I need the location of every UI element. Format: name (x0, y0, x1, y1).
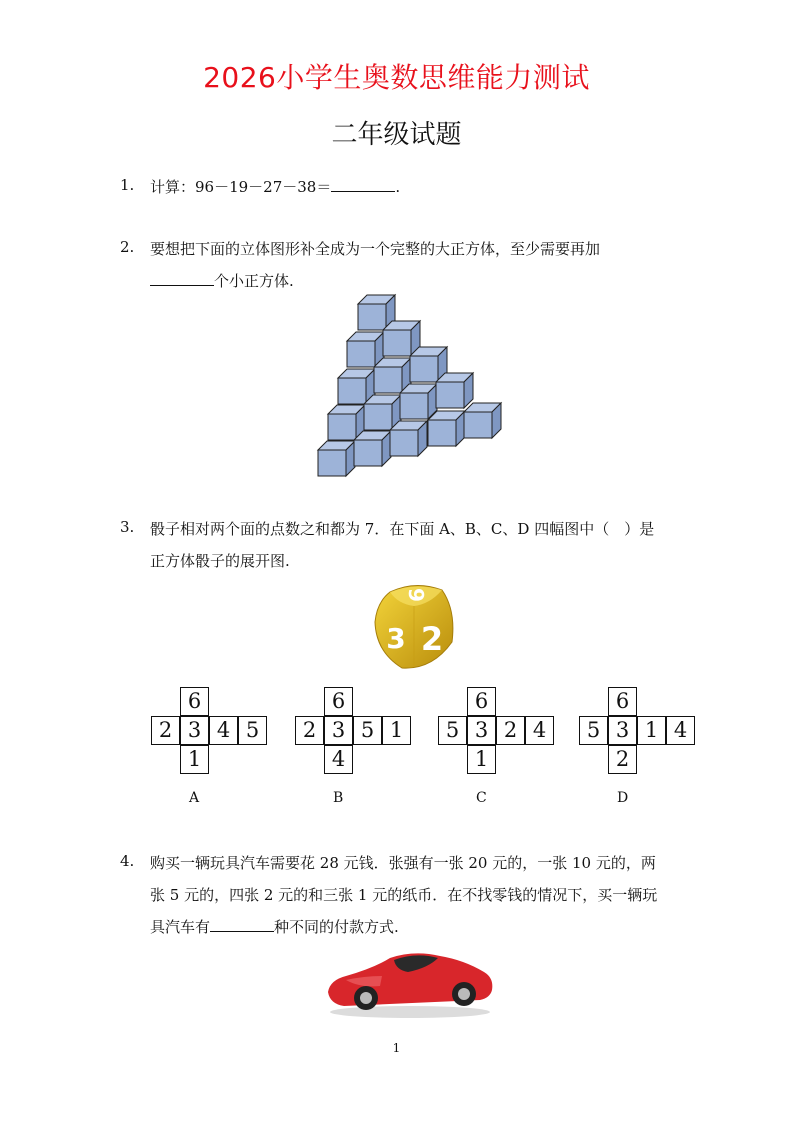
net-label-C: C (476, 790, 487, 806)
net-D-cell-row: 3 (608, 716, 637, 745)
net-D-cell-row: 1 (637, 716, 666, 745)
small-cube (400, 384, 437, 419)
small-cube (318, 441, 355, 476)
net-B-cell-row: 2 (295, 716, 324, 745)
small-cube (428, 411, 465, 446)
question-1-line-1: 计算：96－19－27－38＝ (150, 178, 332, 196)
net-A-cell-row: 5 (238, 716, 267, 745)
net-C-cell-row: 3 (467, 716, 496, 745)
net-C-cell-row: 2 (496, 716, 525, 745)
dice-image (370, 580, 460, 675)
question-2-number: 2. (120, 238, 135, 256)
net-D-cell-bottom: 2 (608, 745, 637, 774)
question-4-line-1: 购买一辆玩具汽车需要花 28 元钱．张强有一张 20 元的，一张 10 元的，两 (150, 854, 656, 872)
answer-blank (210, 917, 274, 932)
net-A-cell-top: 6 (180, 687, 209, 716)
question-4-line-3a: 具汽车有 (150, 918, 211, 936)
net-label-B: B (333, 790, 344, 806)
question-1-line-2: . (395, 178, 401, 196)
dice-face-2: 2 (420, 620, 444, 658)
small-cube (436, 373, 473, 408)
small-cube (390, 421, 427, 456)
net-label-D: D (617, 790, 629, 806)
page-subtitle: 二年级试题 (331, 120, 462, 150)
net-B-cell-row: 1 (382, 716, 411, 745)
question-3-number: 3. (120, 518, 135, 536)
net-C-cell-row: 5 (438, 716, 467, 745)
net-C-cell-row: 4 (525, 716, 554, 745)
small-cube (347, 332, 384, 367)
dice-face-9: 9 (404, 588, 428, 602)
question-4-line-3b: 种不同的付款方式. (274, 918, 399, 936)
small-cube (464, 403, 501, 438)
net-A-cell-row: 3 (180, 716, 209, 745)
net-B-cell-top: 6 (324, 687, 353, 716)
question-2-line-2: 个小正方体. (214, 272, 294, 290)
net-B-cell-row: 3 (324, 716, 353, 745)
small-cube (383, 321, 420, 356)
net-D-cell-top: 6 (608, 687, 637, 716)
question-4-line-3 (150, 916, 399, 937)
net-B-cell-row: 5 (353, 716, 382, 745)
dice-face-3: 3 (386, 622, 406, 655)
net-C-cell-top: 6 (467, 687, 496, 716)
question-4-line-2: 张 5 元的，四张 2 元的和三张 1 元的纸币．在不找零钱的情况下，买一辆玩 (150, 886, 658, 904)
net-B-cell-bottom: 4 (324, 745, 353, 774)
toy-car-image (324, 946, 496, 1022)
small-cube (354, 431, 391, 466)
question-3-line-1: 骰子相对两个面的点数之和都为 7．在下面 A、B、C、D 四幅图中（ ）是 (150, 520, 655, 538)
net-D-cell-row: 4 (666, 716, 695, 745)
net-A-cell-row: 2 (151, 716, 180, 745)
page-title: 2026小学生奥数思维能力测试 (203, 61, 590, 94)
question-3-line-2: 正方体骰子的展开图. (150, 552, 290, 570)
page-number: 1 (392, 1041, 401, 1055)
net-label-A: A (189, 790, 200, 806)
question-4-number: 4. (120, 852, 135, 870)
net-A-cell-row: 4 (209, 716, 238, 745)
net-C-cell-bottom: 1 (467, 745, 496, 774)
question-1-number: 1. (120, 176, 135, 194)
net-D-cell-row: 5 (579, 716, 608, 745)
question-2-line-1: 要想把下面的立体图形补全成为一个完整的大正方体，至少需要再加 (150, 240, 601, 258)
net-A-cell-bottom: 1 (180, 745, 209, 774)
